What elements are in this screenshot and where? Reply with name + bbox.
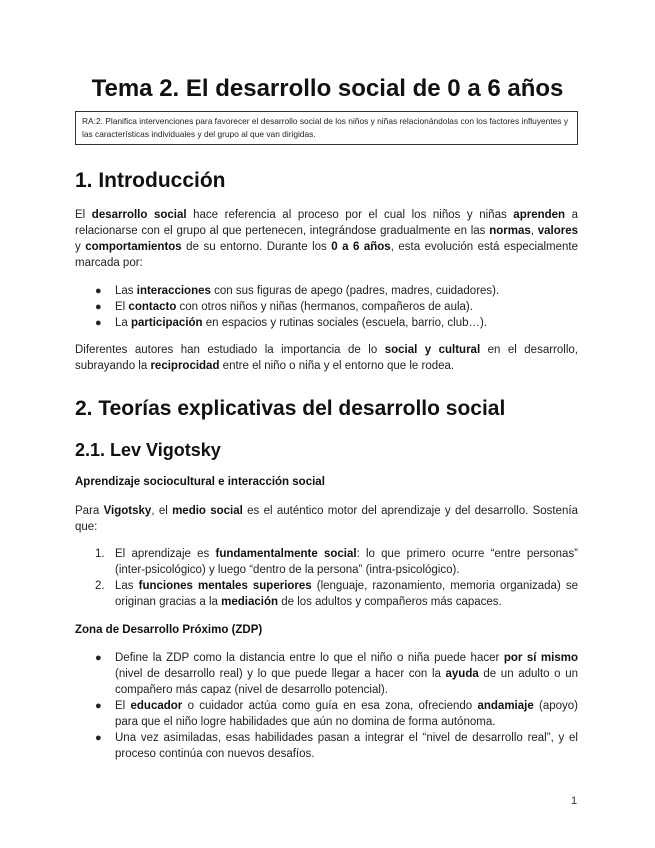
list-item: ● Define la ZDP como la distancia entre lo que el niño o niña puede hacer por sí mismo (nivel de desarrollo real) y lo que puede llegar a hacer con la ayuda de un adulto o un compañero más capaz (nivel de desarrollo potencial). <box>95 652 578 696</box>
bullet-icon: ● <box>95 652 102 664</box>
bullet-icon: ● <box>95 285 102 297</box>
intro-paragraph: El desarrollo social hace referencia al proceso por el cual los niños y niñas aprenden a relacionarse con el grupo al que pertenecen, integrándose gradualmente en las normas, valores y comportamientos de su entorno. Durante los 0 a 6 años, esta evolución está especialmente marcada por: <box>75 209 579 269</box>
intro-bullet-list <box>75 283 578 331</box>
list-item: 2. Las funciones mentales superiores (lenguaje, razonamiento, memoria organizada) se originan gracias a la mediación de los adultos y compañeros más capaces. <box>95 580 578 608</box>
bullet-icon: ● <box>95 732 102 744</box>
subsection-2-1-heading: 2.1. Lev Vigotsky <box>75 440 221 460</box>
sociocultural-subheading: Aprendizaje sociocultural e interacción social <box>75 476 325 488</box>
bullet-icon: ● <box>95 317 102 329</box>
bullet-icon: ● <box>95 301 102 313</box>
document-title: Tema 2. El desarrollo social de 0 a 6 años <box>91 75 564 102</box>
list-item: 1. El aprendizaje es fundamentalmente social: lo que primero ocurre “entre personas” (inter-psicológico) y luego “dentro de la persona” (intra-psicológico). <box>95 548 578 576</box>
vigotsky-paragraph: Para Vigotsky, el medio social es el auténtico motor del aprendizaje y del desarrollo. Sostenía que: <box>75 505 578 533</box>
section-2-heading: 2. Teorías explicativas del desarrollo social <box>75 397 506 420</box>
list-item: ● Una vez asimiladas, esas habilidades pasan a integrar el “nivel de desarrollo real”, y el proceso continúa con nuevos desafíos. <box>95 732 578 760</box>
list-item: ● El contacto con otros niños y niñas (hermanos, compañeros de aula). <box>95 301 473 313</box>
vigotsky-numbered-list <box>75 546 578 610</box>
zdp-heading: Zona de Desarrollo Próximo (ZDP) <box>75 624 263 636</box>
learning-outcome-box: RA:2. Planifica intervenciones para favorecer el desarrollo social de los niños y niñas relacionándolas con los factores influyentes y las características individuales y del grupo al que van dirigidas. <box>75 111 578 145</box>
list-item: ● Las interacciones con sus figuras de apego (padres, madres, cuidadores). <box>95 285 500 297</box>
zdp-bullet-list <box>75 650 578 762</box>
bullet-icon: ● <box>95 700 102 712</box>
section-1-heading: 1. Introducción <box>75 169 226 192</box>
closing-paragraph: Diferentes autores han estudiado la importancia de lo social y cultural en el desarrollo, subrayando la reciprocidad entre el niño o niña y el entorno que le rodea. <box>75 344 578 372</box>
list-item: ● La participación en espacios y rutinas sociales (escuela, barrio, club…). <box>95 317 488 329</box>
list-item: ● El educador o cuidador actúa como guía en esa zona, ofreciendo andamiaje (apoyo) para que el niño logre habilidades que aún no domina de forma autónoma. <box>95 700 579 728</box>
page-number: 1 <box>571 795 578 807</box>
